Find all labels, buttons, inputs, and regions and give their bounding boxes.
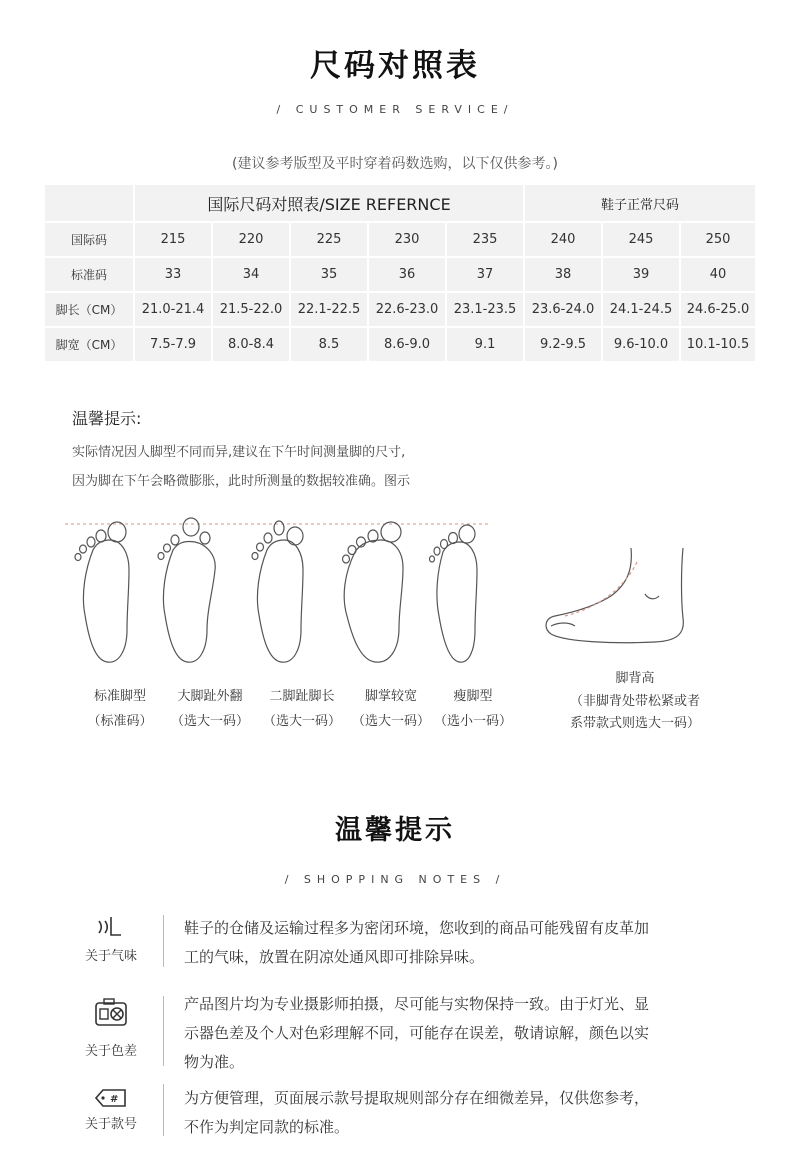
tag-icon — [72, 1087, 150, 1113]
page-title: 尺码对照表 — [310, 48, 480, 84]
table-cell: 34 — [212, 257, 290, 292]
instep-advice-line-2: 系带款式则选大一码） — [569, 716, 700, 731]
note-body-smell — [184, 914, 724, 972]
foot-type-advice: （选大一码） — [351, 714, 430, 729]
table-heading-row — [44, 184, 756, 222]
table-cell: 23.1-23.5 — [446, 292, 524, 327]
shopping-notes-subtitle: / SHOPPING NOTES / — [284, 873, 506, 886]
table-row — [44, 257, 756, 292]
foot-type-advice: （选大一码） — [262, 714, 341, 729]
size-chart-table — [43, 183, 757, 363]
long-second-toe-foot-icon — [252, 521, 303, 662]
wide-foot-icon — [343, 522, 404, 662]
table-cell: 35 — [290, 257, 368, 292]
table-cell: 36 — [368, 257, 446, 292]
note-line: 物为准。 — [184, 1053, 245, 1071]
shopping-notes-title: 温馨提示 — [335, 815, 455, 846]
table-cell: 9.6-10.0 — [602, 327, 680, 362]
smell-icon — [72, 915, 150, 945]
foot-caption-second-toe — [252, 685, 352, 729]
note-divider — [163, 996, 164, 1066]
table-cell: 38 — [524, 257, 602, 292]
table-cell: 225 — [290, 222, 368, 257]
table-cell: 8.0-8.4 — [212, 327, 290, 362]
instep-name: 脚背高 — [615, 671, 655, 686]
table-cell: 8.6-9.0 — [368, 327, 446, 362]
table-cell: 10.1-10.5 — [680, 327, 756, 362]
foot-type-advice: （选小一码） — [433, 714, 512, 729]
note-label-style-number: 关于款号 — [84, 1117, 137, 1132]
row-label: 标准码 — [44, 257, 134, 292]
tips-line-1: 实际情况因人脚型不同而异,建议在下午时间测量脚的尺寸, — [72, 445, 406, 460]
note-body-color — [184, 990, 724, 1077]
camera-icon — [72, 997, 150, 1031]
table-heading: 国际尺码对照表/SIZE REFERNCE — [134, 184, 524, 222]
note-line: 产品图片均为专业摄影师拍摄，尽可能与实物保持一致。由于灯光、显 — [184, 995, 650, 1013]
note-label-color: 关于色差 — [84, 1044, 137, 1059]
table-cell: 21.0-21.4 — [134, 292, 212, 327]
bunion-foot-icon — [158, 518, 215, 662]
size-advice-note: (建议参考版型及平时穿着码数选购，以下仅供参考。) — [232, 156, 558, 172]
note-line: 示器色差及个人对色彩理解不同，可能存在误差，敬请谅解，颜色以实 — [184, 1024, 650, 1042]
page-subtitle: / CUSTOMER SERVICE/ — [276, 103, 514, 116]
table-cell: 39 — [602, 257, 680, 292]
tips-line-2: 因为脚在下午会略微膨胀，此时所测量的数据较准确。图示 — [72, 474, 411, 489]
table-cell: 33 — [134, 257, 212, 292]
table-cell: 235 — [446, 222, 524, 257]
foot-type-advice: （选大一码） — [170, 714, 249, 729]
table-cell: 24.1-24.5 — [602, 292, 680, 327]
table-cell: 215 — [134, 222, 212, 257]
table-row — [44, 292, 756, 327]
instep-caption — [545, 667, 725, 731]
foot-caption-standard — [70, 685, 170, 729]
tips-title: 温馨提示: — [72, 409, 142, 428]
table-cell: 250 — [680, 222, 756, 257]
foot-type-name: 脚掌较宽 — [364, 689, 417, 704]
table-cell: 40 — [680, 257, 756, 292]
foot-caption-slim — [423, 685, 523, 729]
note-label-smell: 关于气味 — [84, 949, 137, 964]
note-divider — [163, 915, 164, 967]
table-corner-cell — [44, 184, 134, 222]
table-cell: 245 — [602, 222, 680, 257]
row-label: 国际码 — [44, 222, 134, 257]
foot-type-advice: （标准码） — [87, 714, 153, 729]
foot-type-name: 标准脚型 — [93, 689, 146, 704]
instep-foot-icon — [546, 548, 683, 643]
note-line: 工的气味，放置在阴凉处通风即可排除异味。 — [184, 948, 485, 966]
table-cell: 21.5-22.0 — [212, 292, 290, 327]
note-line: 不作为判定同款的标准。 — [184, 1118, 350, 1136]
table-row — [44, 327, 756, 362]
table-cell: 23.6-24.0 — [524, 292, 602, 327]
note-divider — [163, 1084, 164, 1136]
table-cell: 24.6-25.0 — [680, 292, 756, 327]
foot-type-name: 二脚趾脚长 — [269, 689, 335, 704]
row-label: 脚宽（CM） — [44, 327, 134, 362]
table-cell: 37 — [446, 257, 524, 292]
table-cell: 7.5-7.9 — [134, 327, 212, 362]
foot-type-name: 瘦脚型 — [453, 689, 493, 704]
table-cell: 22.1-22.5 — [290, 292, 368, 327]
table-cell: 9.2-9.5 — [524, 327, 602, 362]
note-line: 为方便管理，页面展示款号提取规则部分存在细微差异，仅供您参考， — [184, 1089, 650, 1107]
table-cell: 9.1 — [446, 327, 524, 362]
foot-type-name: 大脚趾外翻 — [177, 689, 243, 704]
table-cell: 240 — [524, 222, 602, 257]
note-body-style-number — [184, 1084, 724, 1142]
row-label: 脚长（CM） — [44, 292, 134, 327]
foot-caption-bunion — [160, 685, 260, 729]
table-row — [44, 222, 756, 257]
table-cell: 230 — [368, 222, 446, 257]
slim-foot-icon — [430, 525, 478, 662]
note-line: 鞋子的仓储及运输过程多为密闭环境，您收到的商品可能残留有皮革加 — [184, 919, 650, 937]
foot-shape-illustration — [55, 510, 735, 675]
table-cell: 8.5 — [290, 327, 368, 362]
svg-text:#: # — [110, 1094, 119, 1105]
instep-advice-line-1: （非脚背处带松紧或者 — [569, 694, 700, 709]
table-cell: 220 — [212, 222, 290, 257]
table-cell: 22.6-23.0 — [368, 292, 446, 327]
standard-foot-icon — [75, 522, 129, 662]
table-side-heading: 鞋子正常尺码 — [524, 184, 756, 222]
